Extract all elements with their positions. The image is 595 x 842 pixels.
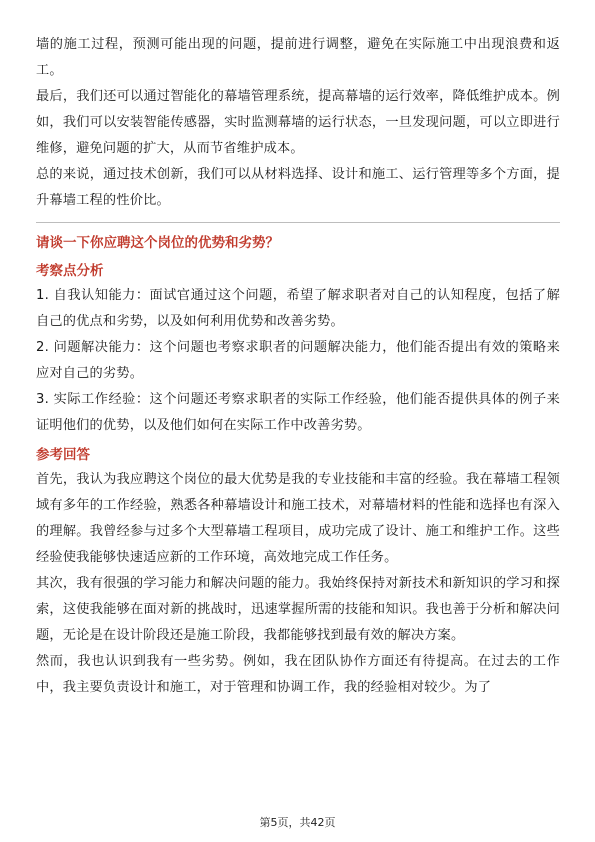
analysis-title: 考察点分析 [36, 263, 104, 279]
page-number: 第5页，共42页 [259, 816, 336, 829]
analysis-item: 1. 自我认知能力：面试官通过这个问题，希望了解求职者对自己的认知程度，包括了解自己的优点和劣势，以及如何利用优势和改善劣势。 [36, 288, 560, 329]
intro-paragraph: 最后，我们还可以通过智能化的幕墙管理系统，提高幕墙的运行效率，降低维护成本。例如，我们可以安装智能传感器，实时监测幕墙的运行状态，一旦发现问题，可以立即进行维修，避免问题的扩大，从而节省维护成本。 [36, 89, 560, 156]
intro-paragraph: 总的来说，通过技术创新，我们可以从材料选择、设计和施工、运行管理等多个方面，提升幕墙工程的性价比。 [36, 167, 560, 208]
document-page [36, 32, 560, 701]
answer-paragraph: 其次，我有很强的学习能力和解决问题的能力。我始终保持对新技术和新知识的学习和探索，这使我能够在面对新的挑战时，迅速掌握所需的技能和知识。我也善于分析和解决问题，无论是在设计阶段还是施工阶段，我都能够找到最有效的解决方案。 [36, 576, 560, 643]
question-heading: 请谈一下你应聘这个岗位的优势和劣势？ [36, 235, 279, 251]
intro-paragraph: 墙的施工过程，预测可能出现的问题，提前进行调整，避免在实际施工中出现浪费和返工。 [36, 37, 560, 78]
analysis-item: 3. 实际工作经验：这个问题还考察求职者的实际工作经验，他们能否提供具体的例子来证明他们的优势，以及他们如何在实际工作中改善劣势。 [36, 392, 560, 433]
answer-paragraph: 然而，我也认识到我有一些劣势。例如，我在团队协作方面还有待提高。在过去的工作中，我主要负责设计和施工，对于管理和协调工作，我的经验相对较少。为了 [36, 654, 560, 695]
analysis-item: 2. 问题解决能力：这个问题也考察求职者的问题解决能力，他们能否提出有效的策略来应对自己的劣势。 [36, 340, 560, 381]
answer-title: 参考回答 [36, 447, 90, 463]
section-divider [36, 222, 560, 223]
answer-paragraph: 首先，我认为我应聘这个岗位的最大优势是我的专业技能和丰富的经验。我在幕墙工程领域有多年的工作经验，熟悉各种幕墙设计和施工技术，对幕墙材料的性能和选择也有深入的理解。我曾经参与过多个大型幕墙工程项目，成功完成了设计、施工和维护工作。这些经验使我能够快速适应新的工作环境，高效地完成工作任务。 [36, 472, 560, 565]
